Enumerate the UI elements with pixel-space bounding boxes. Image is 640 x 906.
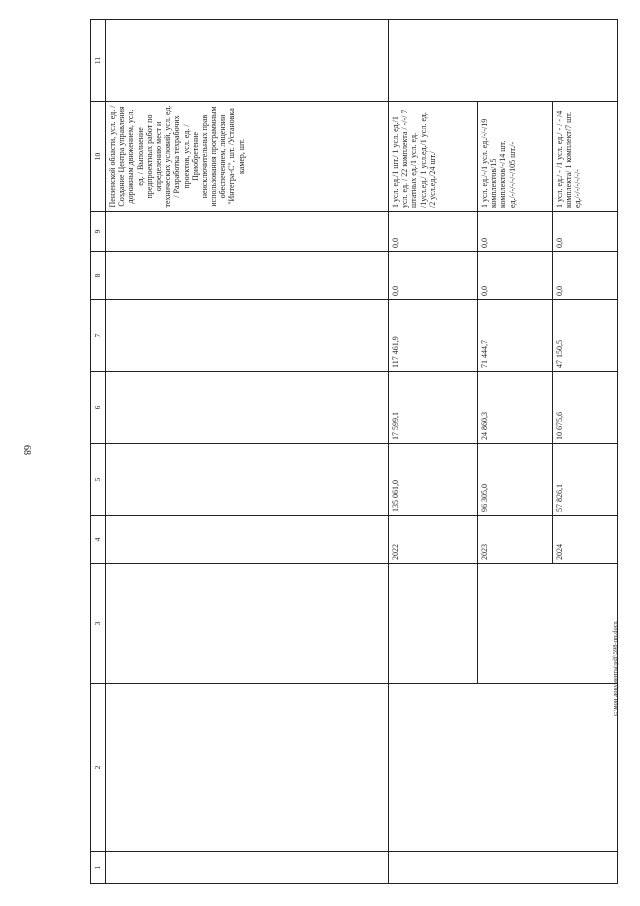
cell-total [106,444,389,516]
header-cell: 10 [91,102,106,212]
cell-c7 [106,300,389,372]
cell-year: 2024 [553,516,618,564]
cell-c1 [478,852,553,884]
table-frame [90,20,603,884]
table-row [478,20,553,884]
cell-c8 [106,252,389,300]
page-number: 68 [21,445,32,455]
header-cell: 9 [91,212,106,252]
cell-c7: 71 444,7 [478,300,553,372]
cell-year [106,516,389,564]
cell-c11 [478,20,553,102]
cell-c2 [106,684,389,852]
rotated-table-container [90,20,603,884]
cell-c1 [389,852,478,884]
cell-c7: 117 461,9 [389,300,478,372]
cell-year: 2022 [389,516,478,564]
cell-total: 57 826,1 [553,444,618,516]
cell-c8: 0,0 [389,252,478,300]
header-cell: 1 [91,852,106,884]
table-row [106,20,389,884]
header-cell: 11 [91,20,106,102]
cell-c6: 24 860,3 [478,372,553,444]
header-cell: 7 [91,300,106,372]
header-cell: 2 [91,684,106,852]
header-cell: 8 [91,252,106,300]
cell-indicators: Пензенской области, усл. ед. / Создание Центра управления дорожным движением, усл. ед. / Выполнение предпроектных работ по определению мест и технических условий, усл. ед. / Разработка техрабочих проектов, усл. ед. / Приобретение неисключительных прав использования программным обеспечением, лицензии "Интегра-С", шт. /Установка камер, шт. [106,102,389,212]
header-cell: 5 [91,444,106,516]
cell-c3 [478,564,553,684]
cell-c1 [553,852,618,884]
cell-c11 [553,20,618,102]
cell-c9: 0,0 [553,212,618,252]
cell-c2 [553,684,618,852]
cell-c11 [389,20,478,102]
cell-indicators: 1 усл. ед./-/1 усл. ед./-/-/19 комплектов/15 комплектов/-/14 шт. ед./-/-/-/-/-/105 шт./- [478,102,553,212]
table-row [389,20,478,884]
cell-c3 [389,564,478,684]
cell-c8: 0,0 [553,252,618,300]
cell-c6: 10 675,6 [553,372,618,444]
cell-c7: 47 150,5 [553,300,618,372]
cell-total: 96 305,0 [478,444,553,516]
header-cell: 6 [91,372,106,444]
header-cell: 3 [91,564,106,684]
cell-c2 [478,684,553,852]
cell-c11 [106,20,389,102]
cell-year: 2023 [478,516,553,564]
cell-indicators: 1 усл. ед./ - /1 усл. ед./ - / - /4 комплекта/ 1 комплект/7 шт. ед./-/-/-/-/-/- [553,102,618,212]
cell-c9: 0,0 [389,212,478,252]
cell-c3 [553,564,618,684]
cell-c6: 17 599,1 [389,372,478,444]
cell-c3 [106,564,389,684]
header-cell: 4 [91,516,106,564]
cell-c2 [389,684,478,852]
data-table [90,19,618,884]
cell-c8: 0,0 [478,252,553,300]
cell-c9 [106,212,389,252]
cell-c9: 0,0 [478,212,553,252]
file-path-footer: c:\мои документы\pdf\598-пп.docx [612,621,619,716]
cell-c1 [106,852,389,884]
cell-c6 [106,372,389,444]
header-row [91,20,106,884]
cell-total: 135 061,0 [389,444,478,516]
cell-indicators: 1 усл. ед./1 шт./ 1 усл. ед./1 усл. ед. / 22 комплекта / -/-/ 7 штатных ед./1 усл. ед. /1усл.ед./ 1 усл.ед./1 усл. ед. /2 усл.ед./24 шт./ [389,102,478,212]
table-row [553,20,618,884]
